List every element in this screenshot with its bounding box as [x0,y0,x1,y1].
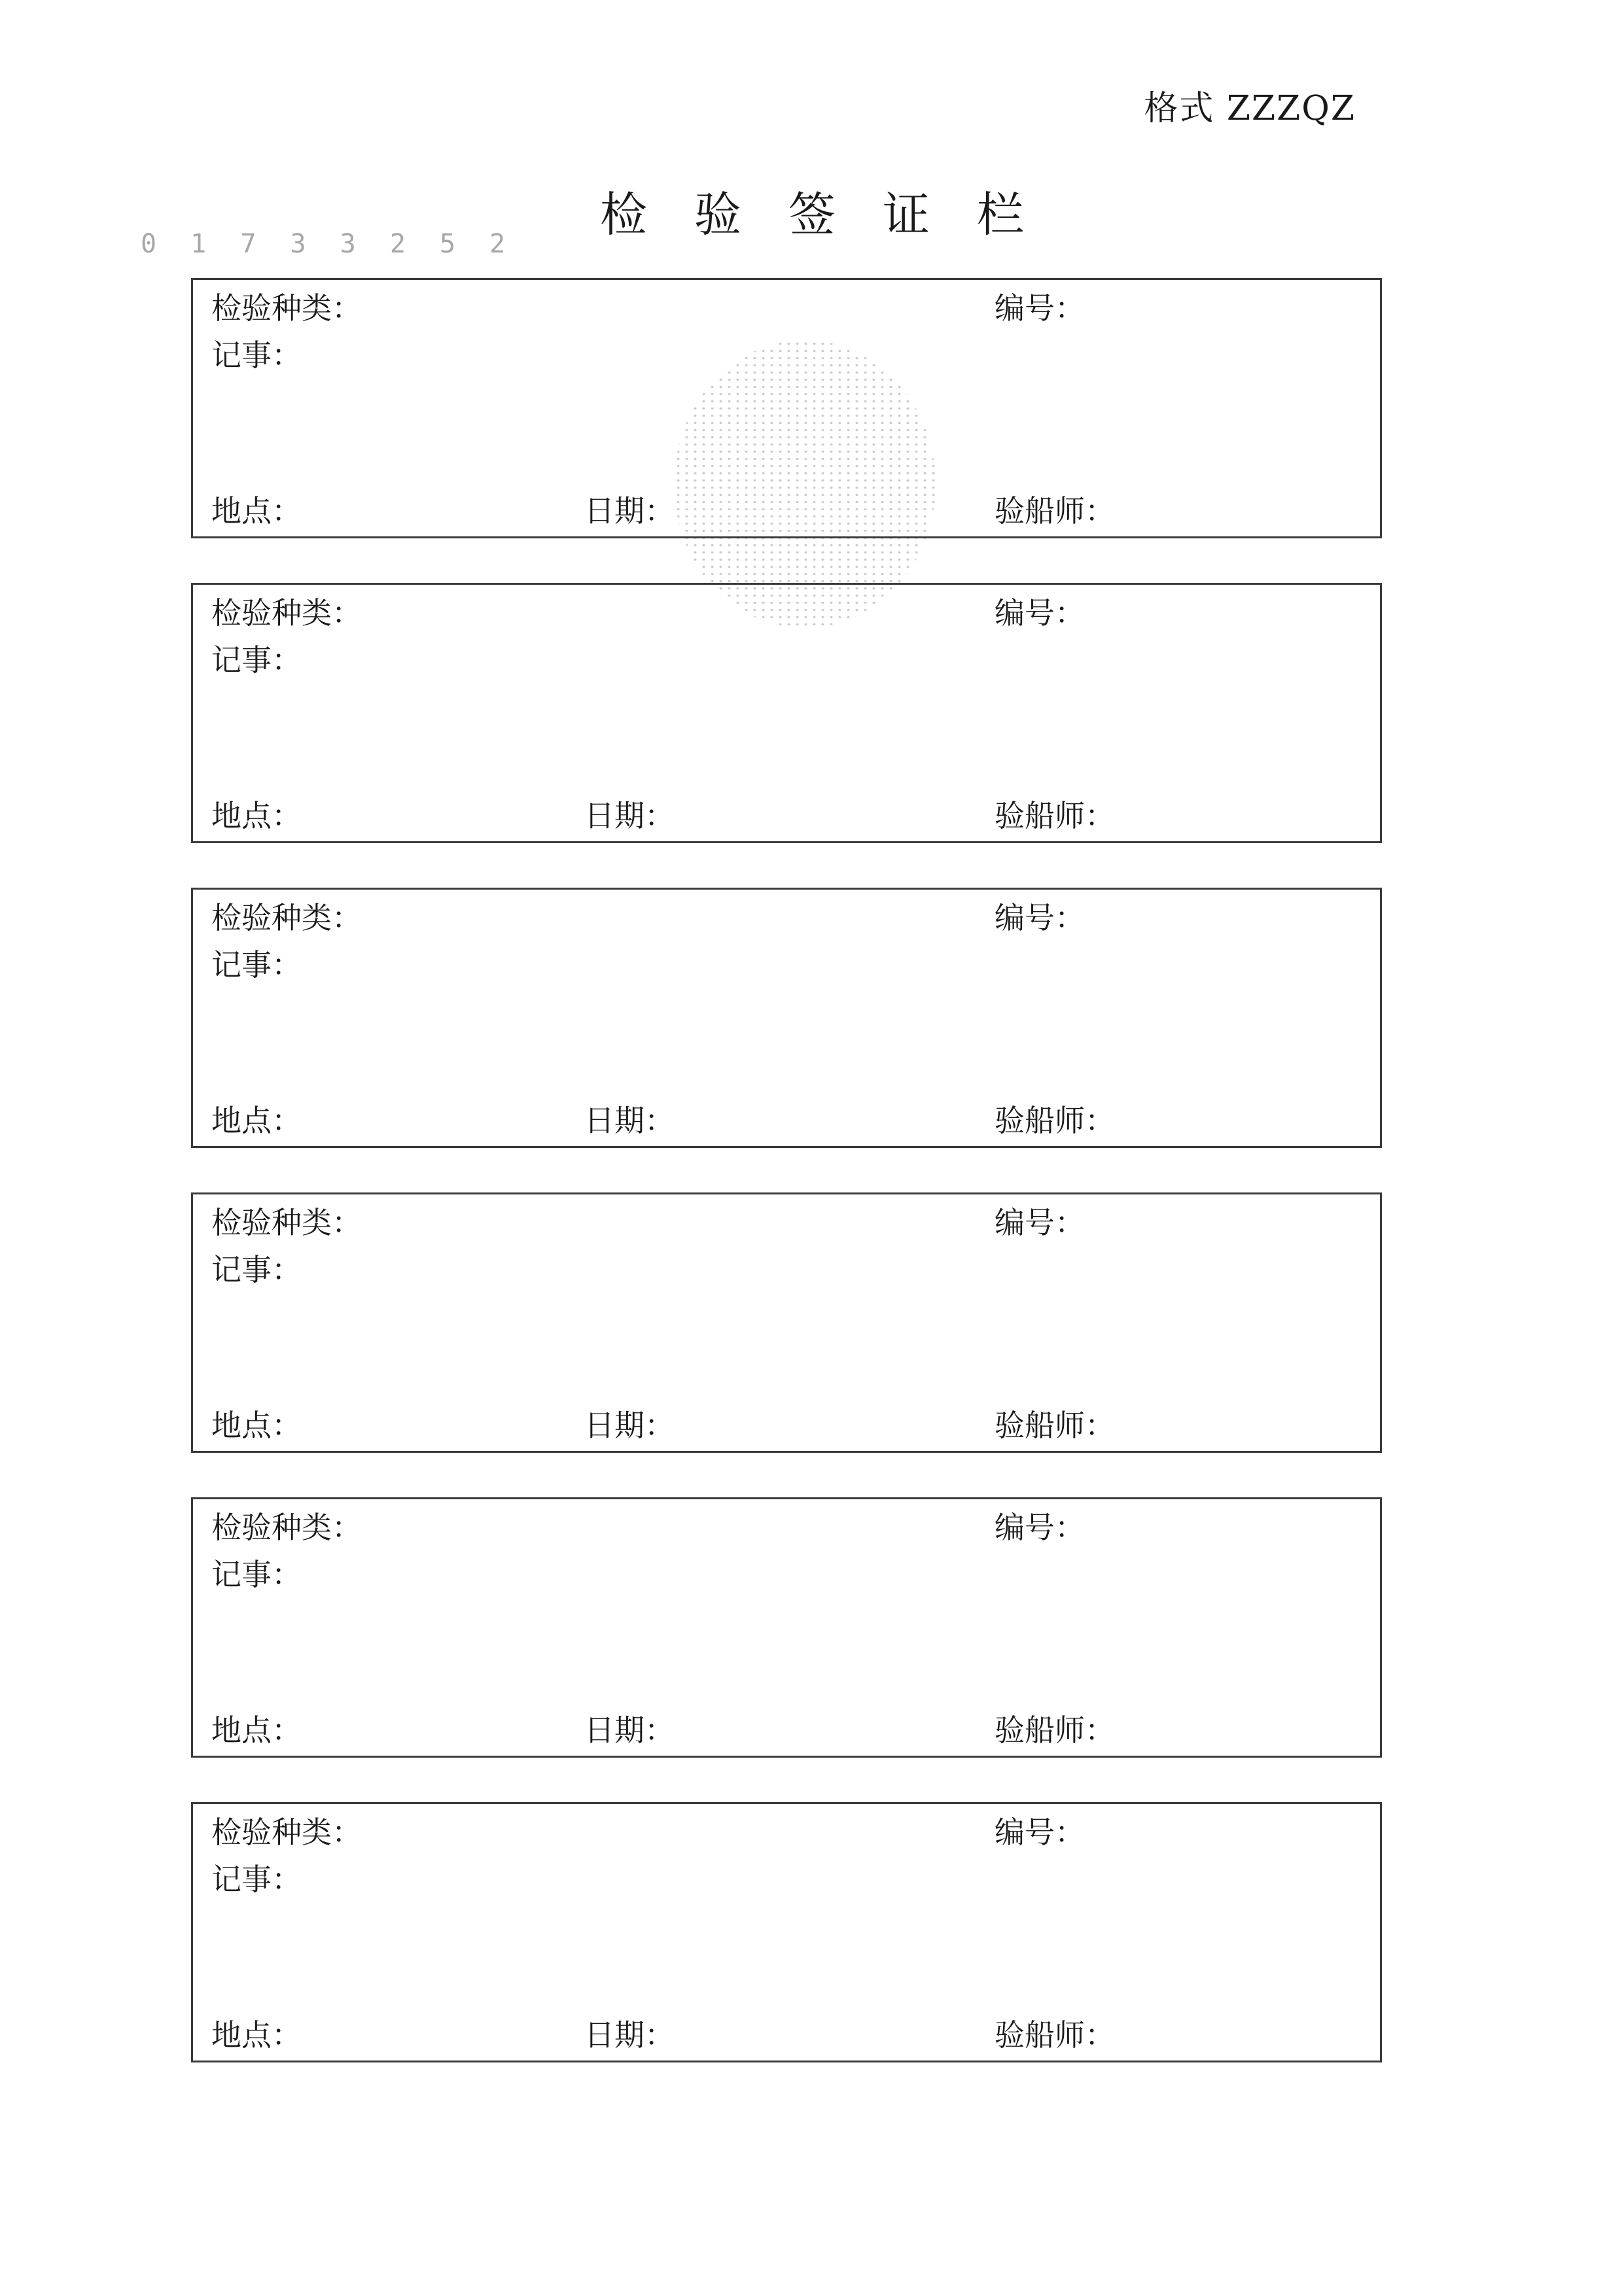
inspection-type-label: 检验种类： [211,1510,362,1545]
inspection-record-box [191,1802,1382,2062]
inspection-type-label: 检验种类： [211,595,362,631]
inspection-type-label: 检验种类： [211,900,362,935]
date-label: 日期： [584,2017,675,2053]
notes-label: 记事： [211,1862,302,1897]
location-label: 地点： [211,1103,302,1138]
location-label: 地点： [211,2017,302,2053]
inspection-type-label: 检验种类： [211,1205,362,1240]
inspection-record-box [191,1497,1382,1758]
format-code: 格式 ZZZQZ [1144,89,1356,128]
date-label: 日期： [584,1103,675,1138]
location-label: 地点： [211,1713,302,1748]
notes-label: 记事： [211,947,302,983]
page-title [0,187,1624,242]
number-label: 编号： [995,1205,1085,1240]
page-title-char: 检 [599,187,647,242]
surveyor-label: 验船师： [995,1408,1115,1443]
inspection-record-box [191,583,1382,843]
number-label: 编号： [995,900,1085,935]
inspection-record-box [191,278,1382,538]
notes-label: 记事： [211,338,302,373]
serial-number-stamp: 0 1 7 3 3 2 5 2 [141,229,515,259]
inspection-record-box [191,888,1382,1148]
page-title-char: 证 [883,187,930,242]
location-label: 地点： [211,798,302,833]
notes-label: 记事： [211,1557,302,1592]
surveyor-label: 验船师： [995,1713,1115,1748]
surveyor-label: 验船师： [995,493,1115,529]
surveyor-label: 验船师： [995,2017,1115,2053]
surveyor-label: 验船师： [995,798,1115,833]
number-label: 编号： [995,1815,1085,1850]
page-title-char: 验 [694,187,741,242]
date-label: 日期： [584,493,675,529]
date-label: 日期： [584,798,675,833]
notes-label: 记事： [211,1252,302,1287]
notes-label: 记事： [211,642,302,678]
inspection-type-label: 检验种类： [211,1815,362,1850]
inspection-record-box [191,1192,1382,1453]
number-label: 编号： [995,1510,1085,1545]
location-label: 地点： [211,1408,302,1443]
location-label: 地点： [211,493,302,529]
inspection-type-label: 检验种类： [211,290,362,326]
inspection-records [191,278,1382,2107]
surveyor-label: 验船师： [995,1103,1115,1138]
number-label: 编号： [995,595,1085,631]
page-title-char: 栏 [977,187,1025,242]
date-label: 日期： [584,1713,675,1748]
number-label: 编号： [995,290,1085,326]
date-label: 日期： [584,1408,675,1443]
page-title-char: 签 [788,187,836,242]
